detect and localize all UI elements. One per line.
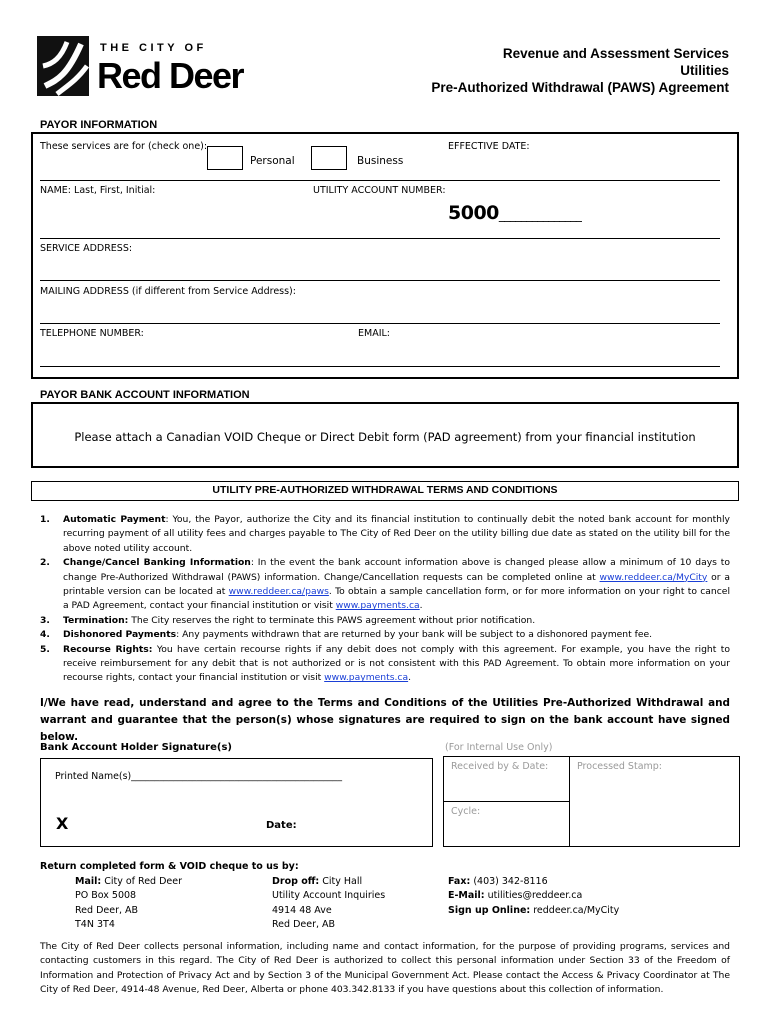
term-text: : In the event the bank account information above is changed please allow a minimum of 10 days to change Pre-Authorized Withdrawal (PAWS) information. Change/Cancellation requests can be completed online at [63,557,730,583]
signature-heading: Bank Account Holder Signature(s) [40,742,232,753]
fax-line [448,875,619,889]
dropoff-line: Utility Account Inquiries [272,890,386,902]
bank-heading: PAYOR BANK ACCOUNT INFORMATION [40,389,250,401]
term-text: . [408,672,412,684]
signature-x-mark: X [56,814,69,833]
dropoff-column [272,875,385,932]
header-section: Utilities [680,63,729,78]
term-text: : You, the Payor, authorize the City and its financial institution to continually debit the noted bank account for monthly recurring payment of all utility fees and charges payable to The City of Red Deer on the utility billing due date as stated on the utility bill for the above noted utility account. [63,514,730,554]
divider [40,280,720,281]
term-text: or a printable version can be located at [63,571,730,598]
processed-stamp-label: Processed Stamp: [577,761,662,772]
cycle-label: Cycle: [451,806,481,817]
contact-column [448,875,619,918]
header-department: Revenue and Assessment Services [502,46,729,61]
city-logo [37,36,267,98]
account-blank: _______________ [498,208,582,222]
mail-line: T4N 3T4 [75,918,115,930]
business-checkbox[interactable] [311,146,347,170]
term-title: Change/Cancel Banking Information [63,557,251,569]
mail-line: PO Box 5008 [75,890,137,902]
effective-date-label: EFFECTIVE DATE: [448,141,530,152]
list-item [40,643,730,686]
online-value[interactable]: reddeer.ca/MyCity [533,904,620,916]
term-text: . [419,600,423,612]
red-deer-logo-icon [37,36,89,96]
term-text: : Any payments withdrawn that are returned by your bank will be subject to a dishonored payment fee. [176,629,653,641]
online-label: Sign up Online: [448,904,531,916]
item-number: 1. [40,514,50,525]
mail-column [75,875,182,932]
personal-label: Personal [250,155,295,167]
email-line [448,889,619,903]
divider [40,366,720,367]
mycity-link[interactable]: www.reddeer.ca/MyCity [599,571,708,583]
mail-line [75,875,182,889]
internal-use-label: (For Internal Use Only) [445,742,553,753]
return-heading: Return completed form & VOID cheque to us by: [40,861,299,872]
dropoff-line: Red Deer, AB [272,918,336,930]
bank-instruction: Please attach a Canadian VOID Cheque or Direct Debit form (PAD agreement) from your financial institution [74,430,696,444]
mail-label: Mail: [75,876,102,887]
mail-value: City of Red Deer [104,876,183,887]
telephone-label: TELEPHONE NUMBER: [40,328,144,339]
term-title: Termination: [63,614,129,626]
terms-heading: UTILITY PRE-AUTHORIZED WITHDRAWAL TERMS AND CONDITIONS [212,484,558,496]
business-label: Business [357,155,404,167]
list-item [40,614,730,628]
term-title: Automatic Payment [63,514,166,525]
dropoff-label: Drop off: [272,876,320,887]
header-form-title: Pre-Authorized Withdrawal (PAWS) Agreement [431,80,729,95]
divider [40,323,720,324]
account-prefix: 5000 [448,202,499,224]
privacy-notice: The City of Red Deer collects personal information, including name and contact information, for the purpose of providing programs, services and contacting customers in this regard. The City of Red Deer is authorized to collect this personal information under Section 33 of the Freedom of Information and Protection of Privacy Act and by Section 3 of the Municipal Government Act. Please contact the Access & Privacy Coordinator at The City of Red Deer, 4914-48 Avenue, Red Deer, Alberta or phone 403.342.8133 if you have questions about this collection of information. [40,941,730,995]
item-number: 4. [40,629,50,641]
term-title: Dishonored Payments [63,629,177,641]
payor-heading: PAYOR INFORMATION [40,119,158,131]
signature-date-label: Date: [266,820,297,831]
internal-divider-h [443,801,570,802]
fax-label: Fax: [448,876,471,887]
printed-name-field[interactable]: Printed Name(s)_____________________________________________ [55,771,343,782]
mailing-address-label: MAILING ADDRESS (if different from Service Address): [40,286,296,297]
online-line [448,904,619,918]
dropoff-value: City Hall [322,876,363,887]
account-number-value[interactable] [448,202,581,224]
term-text: The City reserves the right to terminate this PAWS agreement without prior notification. [128,614,536,626]
item-number: 5. [40,643,50,655]
term-title: Recourse Rights: [63,643,153,655]
dropoff-line [272,875,385,889]
agreement-statement: I/We have read, understand and agree to the Terms and Conditions of the Utilities Pre-Authorized Withdrawal and warrant and guarantee that the person(s) whose signatures are required to sign on the bank account have signed below. [40,697,730,743]
divider [40,238,720,239]
dropoff-line: 4914 48 Ave [272,904,332,916]
document-header [431,45,729,96]
divider [40,180,720,181]
logo-big-text: Red Deer [97,55,244,96]
services-label: These services are for (check one): [40,141,208,152]
item-number: 2. [40,557,50,569]
payments-link[interactable]: www.payments.ca [335,600,420,612]
paws-link[interactable]: www.reddeer.ca/paws [228,586,329,598]
fax-value: (403) 342-8116 [473,876,548,887]
email-value[interactable]: utilities@reddeer.ca [487,890,583,902]
term-text: . To obtain a sample cancellation form, or for more information on your right to cancel a PAD Agreement, contact your financial institution or visit [63,586,730,612]
list-item [40,513,730,556]
list-item [40,628,730,642]
term-text: You have certain recourse rights if any debit does not comply with this agreement. For example, you have the right to receive reimbursement for any debit that is not authorized or is not consistent with this PAD Agreement. To obtain more information on your recourse rights, contact your financial institution or visit [63,643,730,684]
payor-section [31,132,739,379]
logo-small-text: THE CITY OF [100,42,207,54]
mail-line: Red Deer, AB [75,904,139,916]
email-contact-label: E-Mail: [448,890,485,902]
personal-checkbox[interactable] [207,146,243,170]
terms-list [40,513,730,686]
email-label: EMAIL: [358,328,390,339]
payments-link[interactable]: www.payments.ca [324,672,409,684]
account-number-label: UTILITY ACCOUNT NUMBER: [313,185,446,196]
service-address-label: SERVICE ADDRESS: [40,243,133,254]
list-item [40,556,730,614]
received-by-label: Received by & Date: [451,761,549,772]
item-number: 3. [40,614,50,626]
name-label: NAME: Last, First, Initial: [40,185,156,196]
